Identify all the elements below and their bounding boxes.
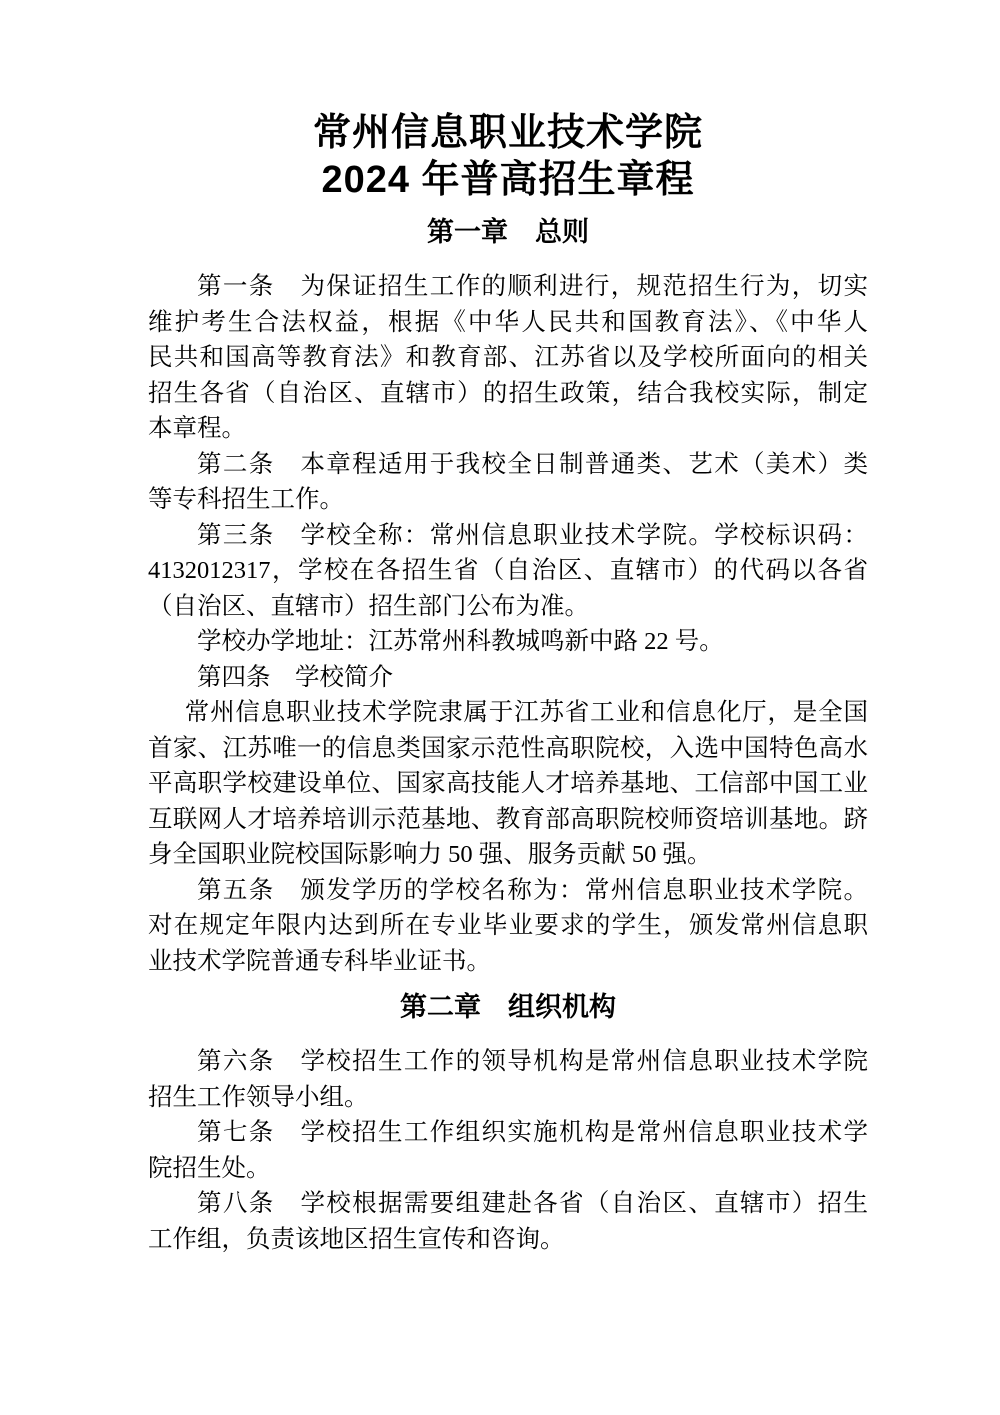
text-line: 平高职学校建设单位、国家高技能人才培养基地、工信部中国工业 [148, 770, 868, 797]
text-line: 第二条 本章程适用于我校全日制普通类、艺术（美术）类 [197, 450, 868, 478]
text-line: 业技术学院普通专科毕业证书。 [148, 947, 491, 975]
doc-title-line-1: 常州信息职业技术学院 [312, 112, 703, 154]
text-line: 民共和国高等教育法》和教育部、江苏省以及学校所面向的相关 [148, 344, 868, 371]
text-line: 招生各省（自治区、直辖市）的招生政策，结合我校实际，制定 [148, 379, 868, 407]
text-line: 第五条 颁发学历的学校名称为：常州信息职业技术学院。 [197, 876, 868, 904]
doc-title [148, 110, 868, 204]
text-line: 互联网人才培养培训示范基地、教育部高职院校师资培训基地。跻 [148, 805, 868, 833]
text-line: 招生工作领导小组。 [148, 1083, 369, 1111]
article-2 [148, 447, 868, 518]
text-line: 4132012317，学校在各招生省（自治区、直辖市）的代码以各省 [148, 557, 868, 584]
chapter-2-heading: 第二章 组织机构 [400, 992, 616, 1022]
text-line: 第一条 为保证招生工作的顺利进行，规范招生行为，切实 [197, 273, 868, 300]
article-3 [148, 518, 868, 625]
text-line: 首家、江苏唯一的信息类国家示范性高职院校，入选中国特色高水 [148, 734, 868, 762]
doc-title-line-2: 2024 年普高招生章程 [321, 159, 695, 201]
document-body [148, 216, 868, 1257]
text-line: 第七条 学校招生工作组织实施机构是常州信息职业技术学 [197, 1119, 868, 1146]
text-line: 本章程。 [148, 415, 246, 442]
article-5 [148, 873, 868, 980]
text-line: 常州信息职业技术学院隶属于江苏省工业和信息化厅，是全国 [184, 699, 868, 726]
article-1 [148, 269, 868, 447]
school-address [148, 624, 868, 660]
text-line: 对在规定年限内达到所在专业毕业要求的学生，颁发常州信息职 [148, 912, 868, 939]
text-line: 等专科招生工作。 [148, 486, 344, 513]
article-7 [148, 1115, 868, 1186]
text-line: 第三条 学校全称：常州信息职业技术学院。学校标识码： [197, 521, 868, 549]
article-4 [148, 660, 868, 696]
school-intro [148, 695, 868, 873]
text-line: （自治区、直辖市）招生部门公布为准。 [148, 592, 589, 620]
text-line: 第八条 学校根据需要组建赴各省（自治区、直辖市）招生 [197, 1190, 868, 1217]
text-line: 第四条 学校简介 [197, 663, 393, 691]
text-line: 学校办学地址：江苏常州科教城鸣新中路 22 号。 [197, 628, 724, 655]
text-line: 第六条 学校招生工作的领导机构是常州信息职业技术学院 [197, 1048, 868, 1075]
text-line: 院招生处。 [148, 1154, 271, 1182]
text-line: 维护考生合法权益，根据《中华人民共和国教育法》、《中华人 [148, 308, 868, 336]
text-line: 身全国职业院校国际影响力 50 强、服务贡献 50 强。 [148, 841, 712, 868]
chapter-1-heading: 第一章 总则 [427, 217, 589, 247]
text-line: 工作组，负责该地区招生宣传和咨询。 [148, 1225, 565, 1253]
article-6 [148, 1044, 868, 1115]
article-8 [148, 1186, 868, 1257]
